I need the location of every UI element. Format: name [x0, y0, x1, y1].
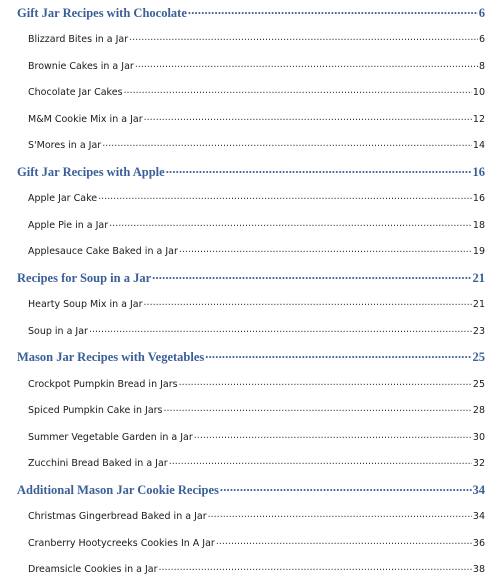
- dot-leader: [164, 404, 472, 414]
- dot-leader: [220, 481, 472, 494]
- entry-title: Soup in a Jar: [28, 326, 88, 337]
- toc-section-heading[interactable]: [17, 481, 485, 498]
- dot-leader: [102, 139, 472, 149]
- entry-page-number: 25: [473, 379, 485, 390]
- dot-leader: [179, 377, 472, 387]
- entry-page-number: 28: [473, 405, 485, 416]
- toc-entry[interactable]: [28, 86, 485, 99]
- section-page-number: 21: [473, 271, 486, 286]
- entry-page-number: 12: [473, 114, 485, 125]
- section-page-number: 25: [473, 350, 486, 365]
- entry-page-number: 36: [473, 538, 485, 549]
- entry-title: Apple Pie in a Jar: [28, 220, 108, 231]
- toc-entry[interactable]: [28, 139, 485, 152]
- dot-leader: [188, 4, 478, 17]
- section-title: Gift Jar Recipes with Apple: [17, 165, 165, 180]
- toc-section-heading[interactable]: [17, 349, 485, 366]
- entry-title: S'Mores in a Jar: [28, 140, 101, 151]
- entry-title: Spiced Pumpkin Cake in Jars: [28, 405, 163, 416]
- section-title: Gift Jar Recipes with Chocolate: [17, 6, 187, 21]
- entry-page-number: 34: [473, 511, 485, 522]
- dot-leader: [159, 563, 472, 573]
- dot-leader: [208, 510, 472, 520]
- dot-leader: [194, 430, 472, 440]
- entry-title: Hearty Soup Mix in a Jar: [28, 299, 143, 310]
- dot-leader: [205, 349, 471, 362]
- entry-title: Blizzard Bites in a Jar: [28, 34, 128, 45]
- toc-entry[interactable]: [28, 59, 485, 72]
- entry-title: Crockpot Pumpkin Bread in Jars: [28, 379, 178, 390]
- dot-leader: [169, 457, 472, 467]
- dot-leader: [124, 86, 472, 96]
- section-page-number: 34: [473, 483, 486, 498]
- dot-leader: [179, 245, 472, 255]
- entry-page-number: 19: [473, 246, 485, 257]
- toc-entry[interactable]: [28, 536, 485, 549]
- entry-title: Summer Vegetable Garden in a Jar: [28, 432, 193, 443]
- entry-title: Apple Jar Cake: [28, 193, 97, 204]
- section-title: Additional Mason Jar Cookie Recipes: [17, 483, 219, 498]
- section-title: Mason Jar Recipes with Vegetables: [17, 350, 204, 365]
- entry-page-number: 6: [479, 34, 485, 45]
- dot-leader: [135, 59, 478, 69]
- entry-title: Zucchini Bread Baked in a Jar: [28, 458, 168, 469]
- toc-entry[interactable]: [28, 457, 485, 470]
- entry-title: Brownie Cakes in a Jar: [28, 61, 134, 72]
- entry-title: Christmas Gingerbread Baked in a Jar: [28, 511, 207, 522]
- toc-entry[interactable]: [28, 324, 485, 337]
- dot-leader: [109, 218, 472, 228]
- toc-entry[interactable]: [28, 298, 485, 311]
- entry-page-number: 18: [473, 220, 485, 231]
- section-title: Recipes for Soup in a Jar: [17, 271, 151, 286]
- entry-page-number: 10: [473, 87, 485, 98]
- entry-title: M&M Cookie Mix in a Jar: [28, 114, 143, 125]
- entry-title: Chocolate Jar Cakes: [28, 87, 123, 98]
- entry-page-number: 21: [473, 299, 485, 310]
- dot-leader: [144, 112, 472, 122]
- entry-page-number: 38: [473, 564, 485, 575]
- toc-entry[interactable]: [28, 112, 485, 125]
- entry-page-number: 16: [473, 193, 485, 204]
- dot-leader: [144, 298, 472, 308]
- dot-leader: [89, 324, 472, 334]
- entry-title: Cranberry Hootycreeks Cookies In A Jar: [28, 538, 215, 549]
- dot-leader: [216, 536, 472, 546]
- dot-leader: [166, 163, 472, 176]
- entry-page-number: 8: [479, 61, 485, 72]
- dot-leader: [98, 192, 472, 202]
- entry-page-number: 32: [473, 458, 485, 469]
- toc-entry[interactable]: [28, 218, 485, 231]
- entry-title: Dreamsicle Cookies in a Jar: [28, 564, 158, 575]
- toc-section-heading[interactable]: [17, 163, 485, 180]
- entry-page-number: 23: [473, 326, 485, 337]
- toc-section-heading[interactable]: [17, 4, 485, 21]
- dot-leader: [152, 269, 471, 282]
- entry-page-number: 14: [473, 140, 485, 151]
- entry-title: Applesauce Cake Baked in a Jar: [28, 246, 178, 257]
- toc-entry[interactable]: [28, 510, 485, 523]
- entry-page-number: 30: [473, 432, 485, 443]
- toc-entry[interactable]: [28, 245, 485, 258]
- toc-entry[interactable]: [28, 192, 485, 205]
- toc-entry[interactable]: [28, 404, 485, 417]
- section-page-number: 16: [473, 165, 486, 180]
- toc-entry[interactable]: [28, 377, 485, 390]
- toc-entry[interactable]: [28, 430, 485, 443]
- toc-section-heading[interactable]: [17, 269, 485, 286]
- toc-entry[interactable]: [28, 33, 485, 46]
- dot-leader: [129, 33, 478, 43]
- toc-entry[interactable]: [28, 563, 485, 575]
- section-page-number: 6: [479, 6, 485, 21]
